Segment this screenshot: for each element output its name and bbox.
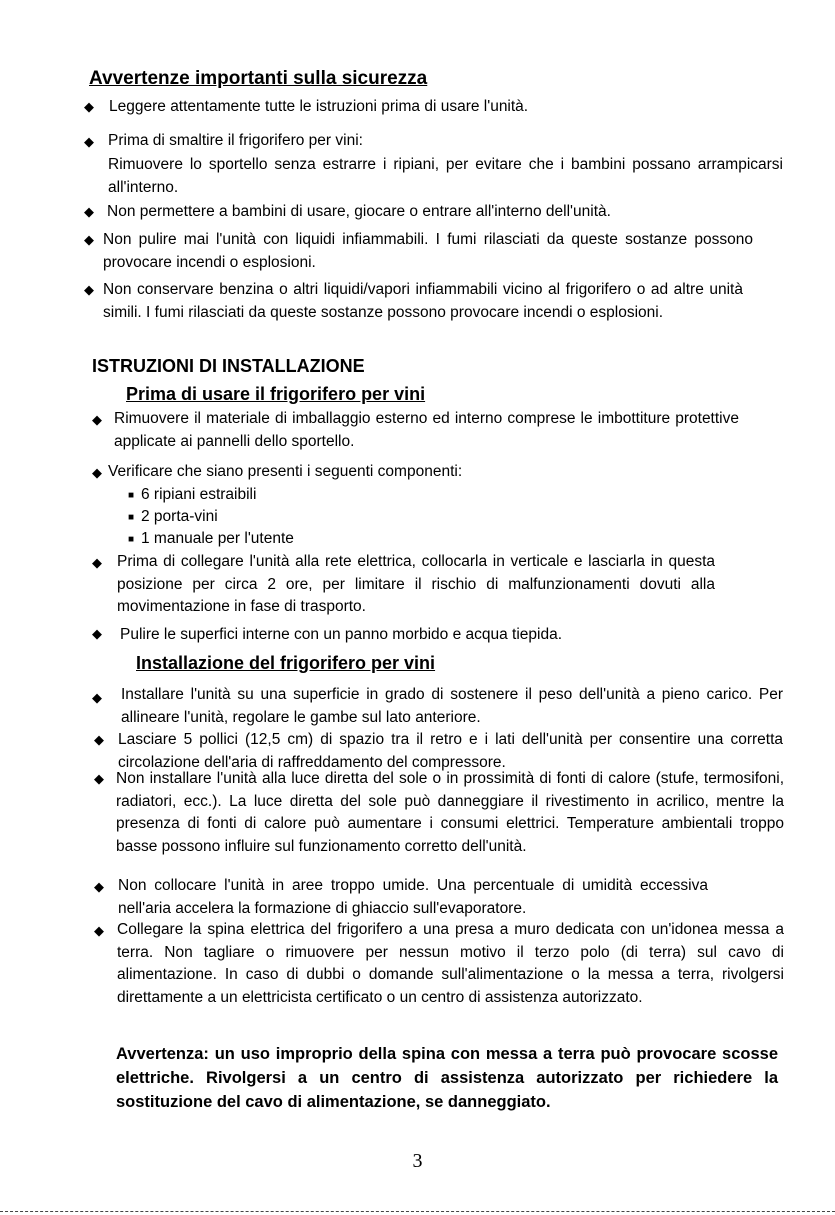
- install-item: Non installare l'unità alla luce diretta del sole o in prossimità di fonti di calore (stufe, termosifoni, radiatori, ecc.). La luce diretta del sole può danneggiare il rivestimento in acrilico, mentre la presenza di fonti di calore può aumentare i consumi elettrici. Temperature ambientali troppo basse possono influire sul funzionamento corretto dell'unità.: [116, 770, 784, 855]
- square-bullet-icon: ■: [128, 512, 135, 523]
- install-item: Installare l'unità su una superficie in grado di sostenere il peso dell'unità a pieno carico. Per allineare l'unità, regolare le gambe sul lato anteriore.: [121, 686, 783, 726]
- bullet-icon: ◆: [84, 282, 94, 297]
- bullet-icon: ◆: [94, 771, 104, 786]
- before-use-item: Verificare che siano presenti i seguenti componenti:: [108, 463, 463, 480]
- bullet-icon: ◆: [84, 134, 94, 149]
- square-bullet-icon: ■: [128, 534, 135, 545]
- component-item: 6 ripiani estraibili: [141, 486, 257, 503]
- before-use-item: Prima di collegare l'unità alla rete elettrica, collocarla in verticale e lasciarla in questa posizione per circa 2 ore, per limitare il rischio di malfunzionamenti dovuti alla movimentazione in fase di trasporto.: [117, 553, 715, 615]
- page-number: 3: [412, 1150, 423, 1172]
- safety-item: Prima di smaltire il frigorifero per vini:: [108, 132, 363, 149]
- bullet-icon: ◆: [84, 204, 94, 219]
- bullet-icon: ◆: [94, 923, 104, 938]
- installation-heading: ISTRUZIONI DI INSTALLAZIONE: [92, 356, 365, 376]
- bullet-icon: ◆: [92, 555, 102, 570]
- bullet-icon: ◆: [92, 412, 102, 427]
- safety-title: Avvertenze importanti sulla sicurezza: [89, 68, 428, 89]
- install-item: Non collocare l'unità in aree troppo umide. Una percentuale di umidità eccessiva nell'aria accelera la formazione di ghiaccio sull'evaporatore.: [118, 877, 708, 917]
- before-use-item: Rimuovere il materiale di imballaggio esterno ed interno comprese le imbottiture protettive applicate ai pannelli dello sportello.: [114, 410, 739, 450]
- safety-item: Non conservare benzina o altri liquidi/vapori infiammabili vicino al frigorifero o ad altre unità simili. I fumi rilasciati da queste sostanze possono provocare incendi o esplosioni.: [103, 281, 743, 321]
- safety-subitem: Rimuovere lo sportello senza estrarre i ripiani, per evitare che i bambini possano arrampicarsi all'interno.: [108, 156, 783, 196]
- component-item: 1 manuale per l'utente: [141, 530, 294, 547]
- safety-item: Non permettere a bambini di usare, giocare o entrare all'interno dell'unità.: [107, 203, 611, 220]
- install-item: Collegare la spina elettrica del frigorifero a una presa a muro dedicata con un'idonea messa a terra. Non tagliare o rimuovere per nessun motivo il terzo polo (di terra) sul cavo di alimentazione. In caso di dubbi o domande sull'alimentazione o la messa a terra, rivolgersi direttamente a un elettricista certificato o un centro di assistenza autorizzato.: [117, 921, 784, 1006]
- bullet-icon: ◆: [92, 626, 102, 641]
- bullet-icon: ◆: [94, 732, 104, 747]
- bullet-icon: ◆: [92, 690, 102, 705]
- install-item: Lasciare 5 pollici (12,5 cm) di spazio tra il retro e i lati dell'unità per consentire una corretta circolazione dell'aria di raffreddamento del compressore.: [118, 731, 783, 771]
- bullet-icon: ◆: [92, 465, 102, 480]
- page-bottom-border: [0, 1211, 835, 1212]
- bullet-icon: ◆: [84, 99, 94, 114]
- component-item: 2 porta-vini: [141, 508, 218, 525]
- install-heading: Installazione del frigorifero per vini: [136, 653, 436, 673]
- square-bullet-icon: ■: [128, 490, 135, 501]
- bullet-icon: ◆: [84, 232, 94, 247]
- bullet-icon: ◆: [94, 879, 104, 894]
- safety-item: Non pulire mai l'unità con liquidi infiammabili. I fumi rilasciati da queste sostanze possono provocare incendi o esplosioni.: [103, 231, 753, 271]
- grounding-warning: Avvertenza: un uso improprio della spina con messa a terra può provocare scosse elettriche. Rivolgersi a un centro di assistenza autorizzato per richiedere la sostituzione del cavo di alimentazione, se danneggiato.: [116, 1045, 778, 1111]
- before-use-item: Pulire le superfici interne con un panno morbido e acqua tiepida.: [120, 626, 563, 643]
- before-use-heading: Prima di usare il frigorifero per vini: [126, 384, 426, 404]
- safety-item: Leggere attentamente tutte le istruzioni prima di usare l'unità.: [109, 98, 529, 115]
